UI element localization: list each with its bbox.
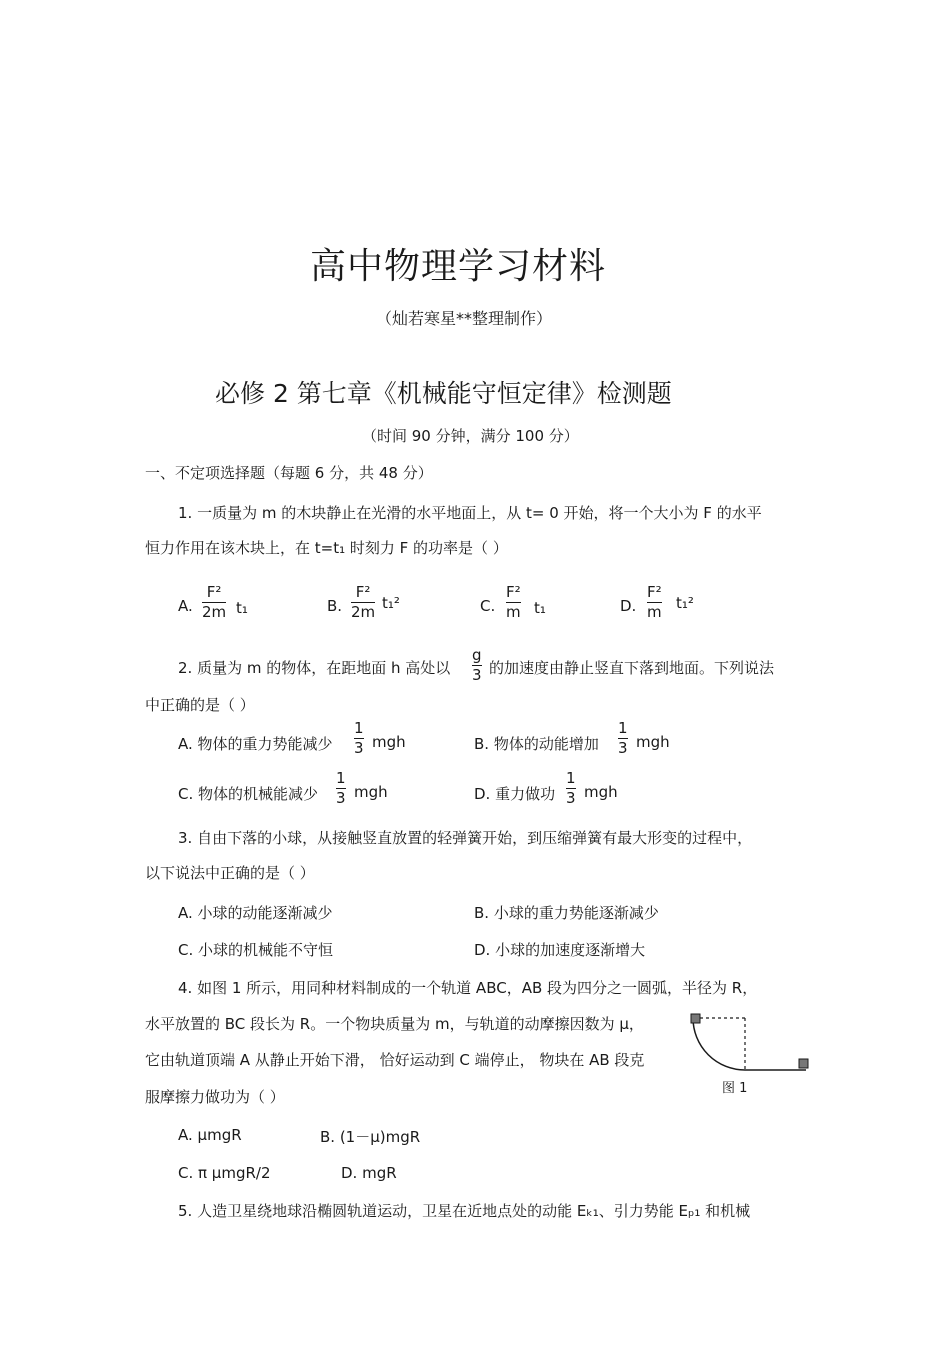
block-at-c (799, 1059, 808, 1068)
q2-d-fraction (566, 770, 576, 807)
q1-option-a-fraction (202, 584, 226, 621)
q4-option-a: A. μmgR (178, 1126, 242, 1144)
q1-d-denominator: m (647, 603, 662, 621)
numerator: 1 (618, 719, 628, 737)
q4-line2: 水平放置的 BC 段长为 R。一个物块质量为 m，与轨道的动摩擦因数为 μ， (145, 1015, 644, 1033)
q1-line1: 1. 一质量为 m 的木块静止在光滑的水平地面上，从 t= 0 开始，将一个大小为 F 的水平 (178, 504, 762, 522)
document-subtitle: （灿若寒星**整理制作） (376, 309, 553, 328)
q2-a-unit: mgh (372, 733, 406, 751)
q1-c-denominator: m (506, 603, 521, 621)
q2-a-fraction (354, 720, 364, 757)
q3-option-b: B. 小球的重力势能逐渐减少 (474, 904, 659, 922)
q2-d-unit: mgh (584, 783, 618, 801)
section-heading: 一、不定项选择题（每题 6 分，共 48 分） (145, 464, 433, 482)
q1-option-c-fraction (506, 584, 521, 621)
q2-line1-post: 的加速度由静止竖直下落到地面。下列说法 (489, 659, 775, 677)
denominator: 3 (336, 789, 346, 807)
q2-option-d: D. 重力做功 (474, 785, 556, 803)
q2-option-a: A. 物体的重力势能减少 (178, 735, 333, 753)
q1-option-d-fraction (647, 584, 662, 621)
quarter-arc-track (693, 1018, 745, 1070)
q5-line1: 5. 人造卫星绕地球沿椭圆轨道运动，卫星在近地点处的动能 Eₖ₁、引力势能 Eₚ₁ 和机械 (178, 1202, 751, 1220)
q1-c-tail: t₁ (534, 599, 546, 617)
block-at-a (691, 1014, 700, 1023)
q4-line3: 它由轨道顶端 A 从静止开始下滑， 恰好运动到 C 端停止， 物块在 AB 段克 (145, 1051, 645, 1069)
denominator: 3 (566, 789, 576, 807)
q1-option-d-label: D. (620, 597, 637, 615)
numerator: 1 (354, 719, 364, 737)
q1-a-numerator: F² (206, 583, 222, 601)
q1-option-b-fraction (351, 584, 375, 621)
q2-b-unit: mgh (636, 733, 670, 751)
denominator: 3 (354, 739, 364, 757)
denominator: 3 (618, 739, 628, 757)
exam-title: 必修 2 第七章《机械能守恒定律》检测题 (215, 379, 672, 408)
q2-c-unit: mgh (354, 783, 388, 801)
q1-option-b-label: B. (327, 597, 343, 615)
q1-b-tail: t₁² (382, 594, 400, 612)
q1-d-numerator: F² (647, 583, 662, 601)
q3-option-d: D. 小球的加速度逐渐增大 (474, 941, 646, 959)
q2-line2: 中正确的是（ ） (145, 696, 255, 714)
q3-option-a: A. 小球的动能逐渐减少 (178, 904, 333, 922)
q2-fraction (472, 647, 482, 684)
document-title: 高中物理学习材料 (310, 246, 607, 287)
q1-b-denominator: 2m (351, 603, 376, 621)
q2-denominator: 3 (472, 666, 482, 684)
track-figure (688, 1010, 813, 1080)
q3-line2: 以下说法中正确的是（ ） (145, 864, 315, 882)
q3-option-c: C. 小球的机械能不守恒 (178, 941, 334, 959)
q1-a-denominator: 2m (202, 603, 227, 621)
q3-line1: 3. 自由下落的小球，从接触竖直放置的轻弹簧开始，到压缩弹簧有最大形变的过程中， (178, 829, 753, 847)
q1-a-tail: t₁ (236, 599, 248, 617)
q1-option-c-label: C. (480, 597, 496, 615)
q2-b-fraction (618, 720, 628, 757)
q4-option-b: B. (1－μ)mgR (320, 1128, 421, 1146)
q2-option-c: C. 物体的机械能减少 (178, 785, 319, 803)
q4-line1: 4. 如图 1 所示，用同种材料制成的一个轨道 ABC，AB 段为四分之一圆弧，半径为 R， (178, 979, 758, 997)
q2-option-b: B. 物体的动能增加 (474, 735, 599, 753)
q2-line1-pre: 2. 质量为 m 的物体，在距地面 h 高处以 (178, 659, 451, 677)
q1-option-a-label: A. (178, 597, 193, 615)
q1-b-numerator: F² (355, 583, 371, 601)
q1-c-numerator: F² (506, 583, 521, 601)
numerator: 1 (336, 769, 346, 787)
q4-option-c: C. π μmgR/2 (178, 1164, 271, 1182)
exam-info: （时间 90 分钟，满分 100 分） (362, 427, 579, 445)
q2-c-fraction (336, 770, 346, 807)
q2-numerator: g (472, 646, 482, 664)
q1-line2: 恒力作用在该木块上，在 t=t₁ 时刻力 F 的功率是（ ） (145, 539, 508, 557)
figure-label: 图 1 (722, 1081, 748, 1096)
q1-d-tail: t₁² (676, 594, 694, 612)
numerator: 1 (566, 769, 576, 787)
q4-option-d: D. mgR (341, 1164, 397, 1182)
q4-line4: 服摩擦力做功为（ ） (145, 1088, 285, 1106)
